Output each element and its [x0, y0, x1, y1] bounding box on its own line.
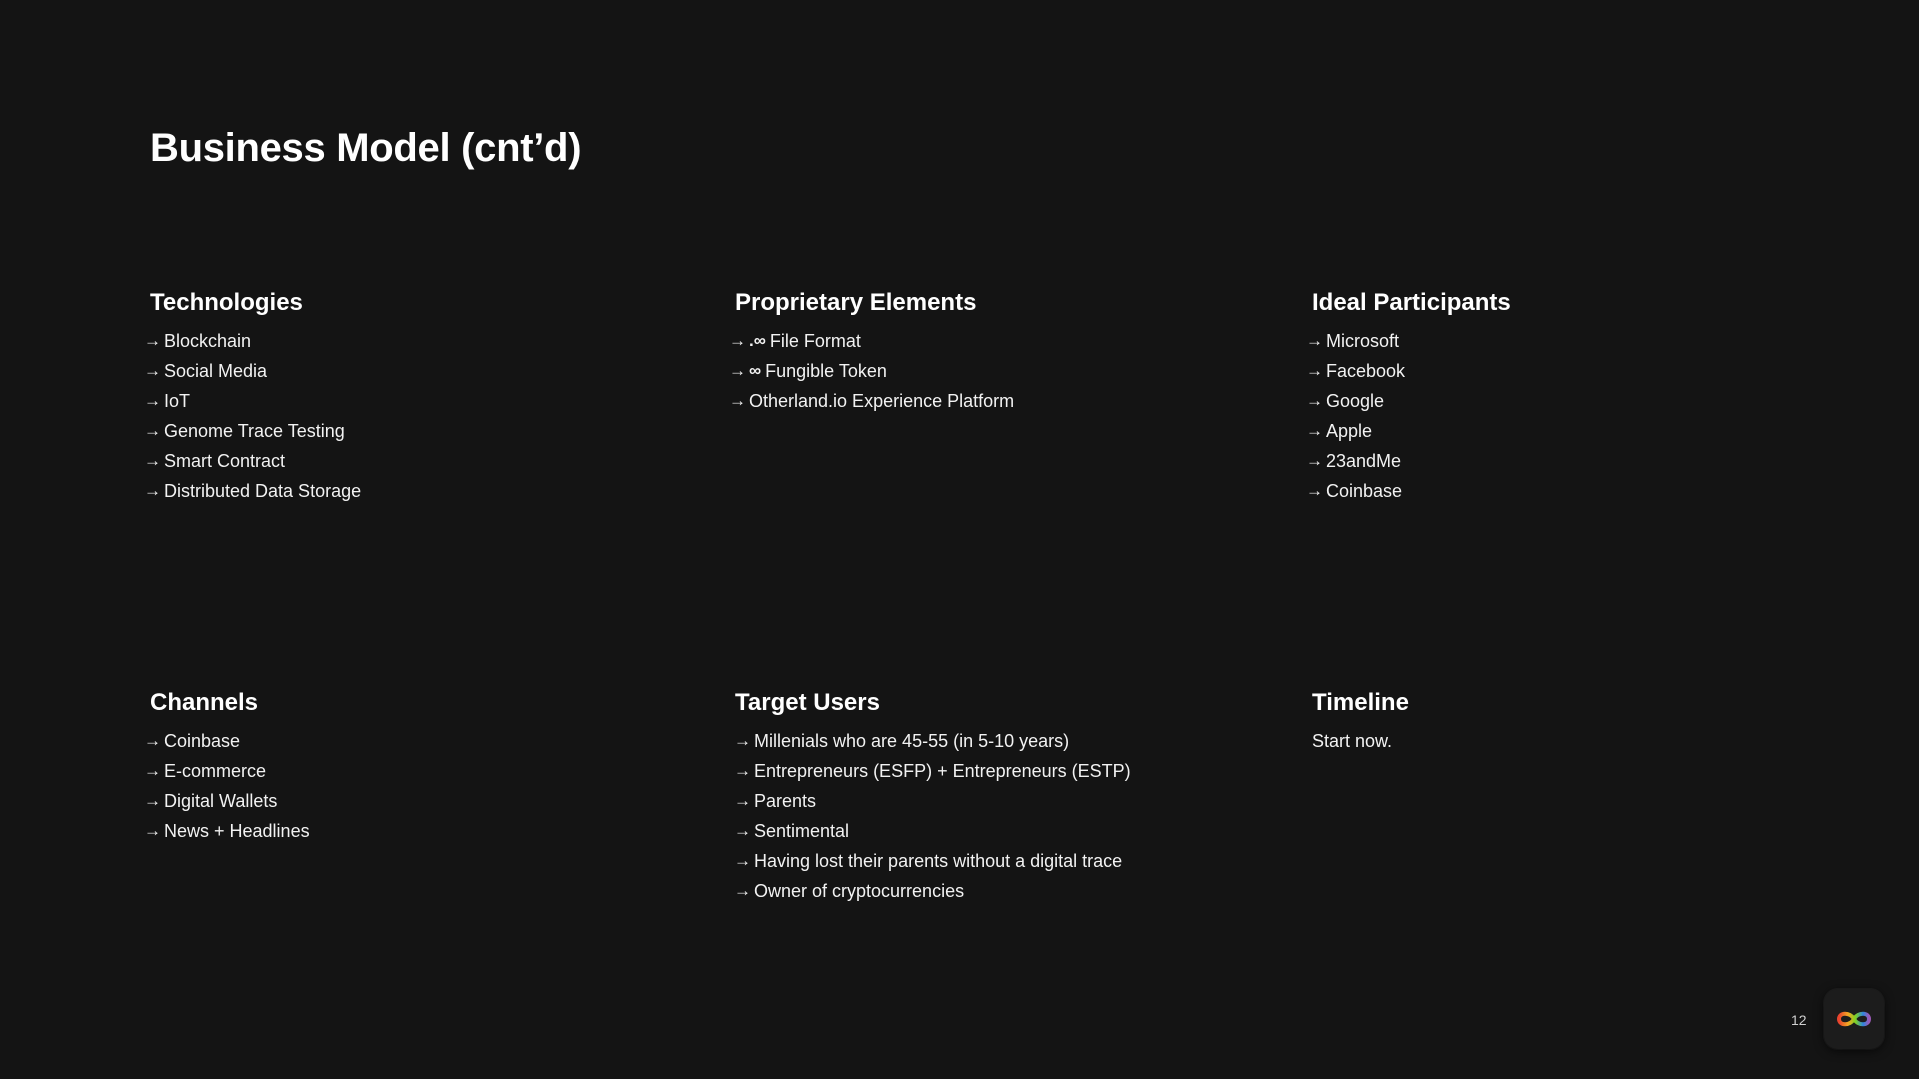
arrow-right-icon: →	[729, 391, 746, 410]
list-item	[735, 726, 1131, 756]
list-item-label: Fungible Token	[765, 360, 887, 381]
list-item-label: Distributed Data Storage	[164, 480, 362, 501]
list-item	[144, 326, 361, 356]
channels-list	[144, 726, 310, 846]
timeline-section	[1312, 688, 1409, 756]
list-item-label: Owner of cryptocurrencies	[754, 880, 965, 901]
proprietary-elements-heading: Proprietary Elements	[735, 289, 977, 316]
list-item	[735, 756, 1131, 786]
list-item-label: Coinbase	[164, 730, 241, 751]
list-item	[729, 356, 1014, 386]
ideal-participants-heading: Ideal Participants	[1312, 289, 1511, 316]
arrow-right-icon: →	[144, 361, 161, 380]
list-item	[144, 756, 310, 786]
arrow-right-icon: →	[144, 481, 161, 500]
list-item	[735, 816, 1131, 846]
arrow-right-icon: →	[729, 331, 746, 350]
list-item	[144, 786, 310, 816]
list-item	[144, 816, 310, 846]
list-item	[735, 786, 1131, 816]
list-item-label: Sentimental	[754, 820, 850, 841]
arrow-right-icon: →	[1306, 361, 1323, 380]
arrow-right-icon: →	[144, 451, 161, 470]
list-item	[1306, 446, 1511, 476]
list-item-label: 23andMe	[1326, 450, 1402, 471]
list-item-label: Digital Wallets	[164, 790, 278, 811]
timeline-text: Start now.	[1312, 731, 1393, 751]
proprietary-elements-section	[729, 288, 1015, 416]
target-users-list	[735, 726, 1131, 906]
list-item-label: News + Headlines	[164, 820, 310, 841]
technologies-heading: Technologies	[150, 289, 303, 316]
arrow-right-icon: →	[734, 791, 751, 810]
list-item	[735, 876, 1131, 906]
list-item-label: Otherland.io Experience Platform	[749, 390, 1015, 411]
timeline-heading: Timeline	[1312, 689, 1409, 716]
arrow-right-icon: →	[1306, 391, 1323, 410]
list-item-label: Blockchain	[164, 330, 252, 351]
technologies-list	[144, 326, 362, 506]
list-item	[1306, 386, 1511, 416]
ideal-participants-section	[1306, 288, 1511, 506]
arrow-right-icon: →	[144, 761, 161, 780]
arrow-right-icon: →	[144, 791, 161, 810]
list-item-label: Millenials who are 45-55 (in 5-10 years)	[754, 730, 1070, 751]
list-item	[144, 386, 361, 416]
arrow-right-icon: →	[734, 881, 751, 900]
list-item-label: Social Media	[164, 360, 268, 381]
list-item	[1306, 476, 1511, 506]
target-users-section	[735, 688, 1131, 906]
list-item-label: E-commerce	[164, 760, 267, 781]
list-item-label: IoT	[164, 390, 191, 411]
list-item-label: Apple	[1326, 420, 1373, 441]
list-item-label: Facebook	[1326, 360, 1406, 381]
list-item-label: Parents	[754, 790, 817, 811]
arrow-right-icon: →	[144, 421, 161, 440]
arrow-right-icon: →	[734, 821, 751, 840]
arrow-right-icon: →	[1306, 451, 1323, 470]
list-item	[144, 416, 361, 446]
arrow-right-icon: →	[734, 761, 751, 780]
list-item	[729, 386, 1015, 416]
proprietary-elements-list	[729, 326, 1015, 416]
arrow-right-icon: →	[144, 731, 161, 750]
list-item-label: Entrepreneurs (ESFP) + Entrepreneurs (ESTP)	[754, 760, 1131, 781]
list-item	[729, 326, 1014, 356]
arrow-right-icon: →	[1306, 421, 1323, 440]
list-item-label: Microsoft	[1326, 330, 1400, 351]
list-item-label: Google	[1326, 390, 1385, 411]
brand-logo[interactable]	[1824, 989, 1884, 1049]
list-item	[144, 476, 362, 506]
technologies-section	[144, 288, 362, 506]
token-infinity-icon: ∞	[749, 361, 762, 380]
target-users-heading: Target Users	[735, 689, 880, 716]
infinity-logo-icon	[1835, 1008, 1873, 1030]
list-item	[144, 446, 361, 476]
list-item	[144, 726, 310, 756]
slide-title: Business Model (cnt’d)	[150, 126, 582, 170]
arrow-right-icon: →	[144, 821, 161, 840]
arrow-right-icon: →	[1306, 481, 1323, 500]
file-format-infinity-icon: .∞	[749, 331, 766, 350]
arrow-right-icon: →	[144, 331, 161, 350]
list-item	[144, 356, 361, 386]
channels-heading: Channels	[150, 689, 259, 716]
arrow-right-icon: →	[734, 731, 751, 750]
ideal-participants-list	[1306, 326, 1511, 506]
list-item-label: File Format	[769, 330, 861, 351]
list-item-label: Coinbase	[1326, 480, 1403, 501]
channels-section	[144, 688, 310, 846]
arrow-right-icon: →	[144, 391, 161, 410]
list-item-label: Genome Trace Testing	[164, 420, 345, 441]
list-item-label: Smart Contract	[164, 450, 286, 471]
list-item	[1306, 326, 1511, 356]
list-item-label: Having lost their parents without a digital trace	[754, 850, 1123, 871]
list-item	[1306, 356, 1511, 386]
arrow-right-icon: →	[1306, 331, 1323, 350]
list-item	[735, 846, 1131, 876]
arrow-right-icon: →	[729, 361, 746, 380]
list-item	[1306, 416, 1511, 446]
page-number: 12	[1791, 1012, 1807, 1028]
arrow-right-icon: →	[734, 851, 751, 870]
